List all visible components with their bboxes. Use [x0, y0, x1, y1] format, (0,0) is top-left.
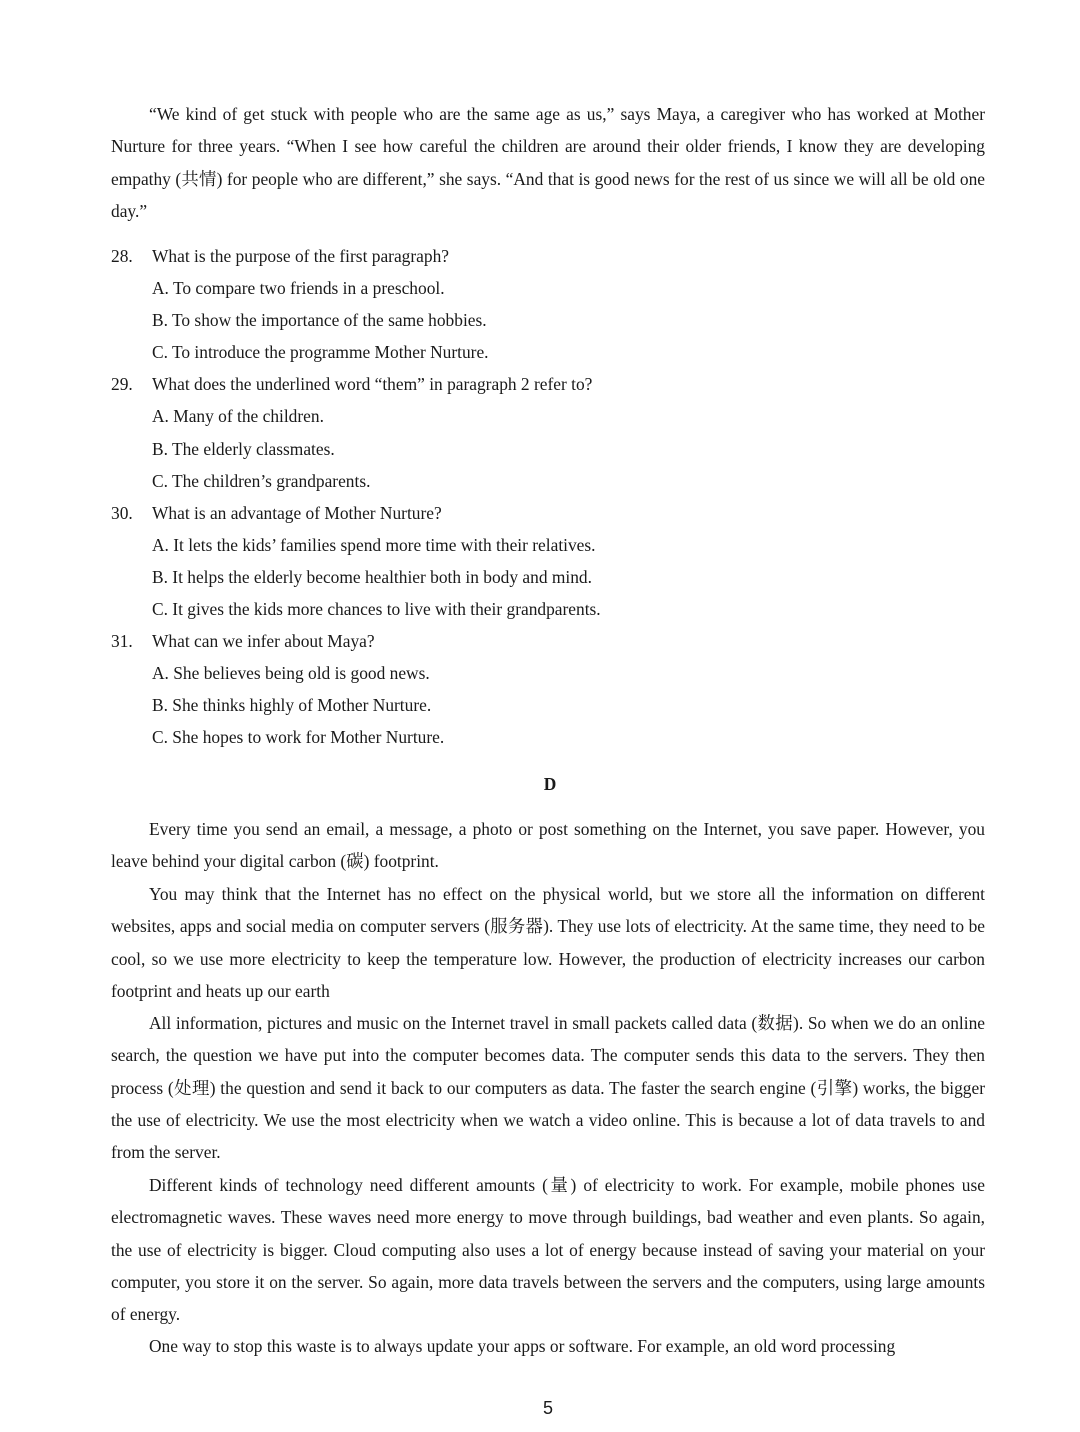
passage-c-closing-paragraph: “We kind of get stuck with people who are the same age as us,” says Maya, a caregiver who has worked at Mother Nurture for three years. “When I see how careful the children are around their older friends, I know they are developing empathy (共情) for people who are different,” she says. “And that is good news for the rest of us since we will all be old one day.” — [111, 104, 985, 221]
passage-d-paragraph-2: You may think that the Internet has no effect on the physical world, but we store all the information on different websites, apps and social media on computer servers (服务器). They use lots of electricity. At the same time, they need to be cool, so we use more electricity to keep the temperature low. However, the production of electricity increases our carbon footprint and heats up our earth — [111, 884, 985, 1001]
answer-option-c: C. It gives the kids more chances to live with their grandparents. — [152, 599, 601, 620]
question-text: What does the underlined word “them” in paragraph 2 refer to? — [152, 374, 593, 395]
question-stem — [111, 368, 985, 400]
question-stem — [111, 625, 985, 657]
question-30 — [111, 497, 985, 625]
passage-d-paragraph-1: Every time you send an email, a message, a photo or post something on the Internet, you save paper. However, you leave behind your digital carbon (碳) footprint. — [111, 819, 985, 872]
page-number: 5 — [542, 1398, 553, 1418]
question-number: 28. — [111, 246, 133, 266]
answer-option-a: A. To compare two friends in a preschool. — [152, 278, 445, 299]
question-number: 29. — [111, 374, 133, 395]
question-31 — [111, 625, 985, 753]
question-number: 30. — [111, 502, 133, 523]
answer-option-c: C. She hopes to work for Mother Nurture. — [152, 727, 445, 748]
answer-option-c: C. To introduce the programme Mother Nurture. — [152, 342, 489, 363]
question-number: 31. — [111, 631, 133, 652]
question-stem — [111, 497, 985, 529]
question-text: What is the purpose of the first paragraph? — [152, 246, 449, 266]
question-list — [111, 240, 985, 754]
answer-option-b: B. The elderly classmates. — [152, 438, 335, 459]
answer-option-b: B. To show the importance of the same hobbies. — [152, 310, 487, 331]
passage-d-heading: D — [543, 774, 557, 794]
passage-d-paragraph-3: All information, pictures and music on the Internet travel in small packets called data (数据). So when we do an online search, the question we have put into the computer becomes data. The computer sends this data to the servers. They then process (处理) the question and send it back to our computers as data. The faster the search engine (引擎) works, the bigger the use of electricity. We use the most electricity when we watch a video online. This is because a lot of data travels to and from the server. — [111, 1013, 985, 1163]
answer-option-b: B. It helps the elderly become healthier both in body and mind. — [152, 566, 592, 587]
question-text: What can we infer about Maya? — [152, 631, 375, 652]
question-stem — [111, 240, 985, 272]
question-28 — [111, 240, 985, 368]
passage-d-paragraph-5: One way to stop this waste is to always update your apps or software. For example, an old word processing — [149, 1336, 896, 1356]
answer-option-a: A. Many of the children. — [152, 406, 324, 427]
answer-option-c: C. The children’s grandparents. — [152, 470, 371, 491]
passage-d-paragraph-4: Different kinds of technology need different amounts (量) of electricity to work. For example, mobile phones use electromagnetic waves. These waves need more energy to move through buildings, bad weather and even plants. So again, the use of electricity is bigger. Cloud computing also uses a lot of energy because instead of saving your material on your computer, you store it on the server. So again, more data travels between the servers and the computers, using large amounts of energy. — [111, 1175, 985, 1325]
answer-option-b: B. She thinks highly of Mother Nurture. — [152, 695, 432, 716]
answer-option-a: A. She believes being old is good news. — [152, 663, 430, 684]
answer-option-a: A. It lets the kids’ families spend more time with their relatives. — [152, 534, 596, 555]
question-text: What is an advantage of Mother Nurture? — [152, 502, 442, 523]
question-29 — [111, 368, 985, 496]
